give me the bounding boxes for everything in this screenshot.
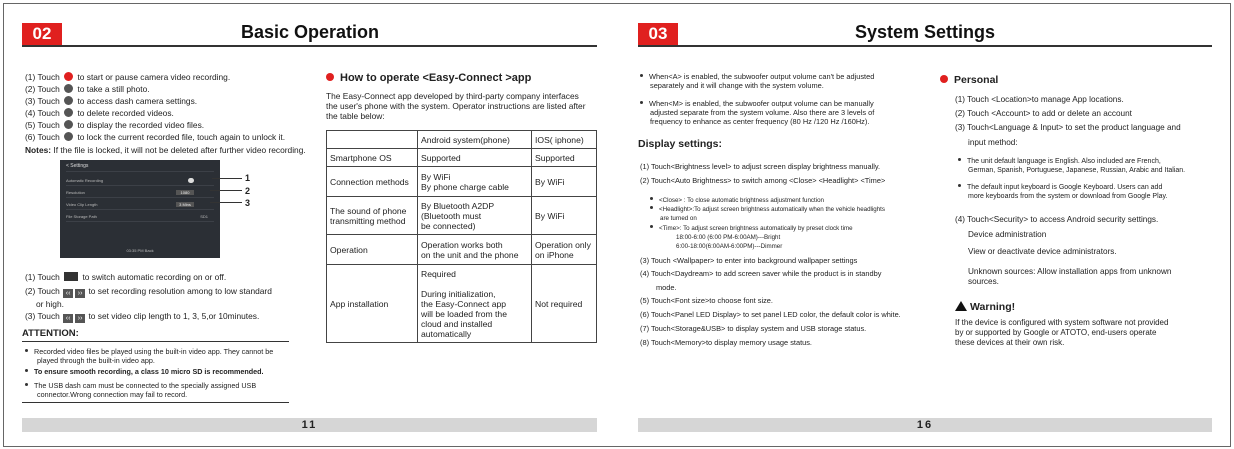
top-bullet-1: When<A> is enabled, the subwoofer output volume can't be adjusted — [640, 72, 874, 82]
callout-2: 2 — [245, 186, 251, 196]
table-cell: Smartphone OS — [327, 149, 418, 167]
notes: Notes: If the file is locked, it will not be deleted after further video recording. — [25, 145, 306, 155]
display-sub-3: <Time>: To adjust screen brightness automatically by preset clock time — [650, 224, 853, 234]
display-item-5: (5) Touch<Font size>to choose font size. — [640, 296, 773, 305]
left-page-title: Basic Operation — [240, 22, 380, 42]
howto-intro-2: the user's phone with the system. Operator instructions are listed after — [326, 101, 586, 111]
delete-icon[interactable] — [64, 108, 73, 117]
table-cell: App installation — [327, 265, 418, 343]
personal-item-2: (2) Touch <Account> to add or delete an account — [955, 109, 1132, 118]
left-title-rule — [22, 45, 597, 47]
attention-bottom-rule — [22, 402, 289, 403]
table-cell: Operation — [327, 235, 418, 265]
callout-1: 1 — [245, 173, 251, 183]
bullet-dot-icon — [940, 75, 948, 83]
personal-item-1: (1) Touch <Location>to manage App locations. — [955, 95, 1124, 104]
table-cell: By WiFi — [532, 197, 597, 235]
settings-step-3: (3) Touch ‹‹ ›› to set video clip length to 1, 3, 5,or 10minutes. — [25, 311, 260, 322]
record-icon[interactable] — [64, 72, 73, 81]
personal-sub-2: The default input keyboard is Google Keyboard. Users can add — [958, 183, 1162, 193]
attention-1: Recorded video files be played using the built-in video app. They cannot be — [25, 347, 273, 357]
settings-screenshot — [60, 160, 220, 258]
settings-step-2: (2) Touch ‹‹ ›› to set recording resolution among to low standard — [25, 286, 272, 297]
step-2: (2) Touch to take a still photo. — [25, 84, 150, 94]
clip-length-value: 3 Mins — [176, 202, 194, 207]
settings-step-1: (1) Touch to switch automatic recording on or off. — [25, 272, 227, 282]
right-title-rule — [638, 45, 1212, 47]
display-item-3: (3) Touch <Wallpaper> to enter into background wallpaper settings — [640, 256, 858, 265]
left-page-footer: 11 — [22, 418, 597, 432]
settings-row-storage[interactable]: File Storage Path SD1 — [66, 212, 214, 222]
display-sub-2: <Headlight>:To adjust screen brightness automatically when the vehicle headlights — [650, 205, 885, 215]
camera-icon[interactable] — [64, 84, 73, 93]
display-sub-1: <Close> : To close automatic brightness adjustment function — [650, 196, 824, 206]
personal-item-4e: sources. — [968, 277, 999, 286]
settings-row-resolution[interactable]: Resolution 1080 — [66, 188, 214, 198]
arrow-left-icon[interactable]: ‹‹ — [63, 289, 73, 298]
table-row — [327, 235, 597, 265]
table-cell: IOS( iphone) — [532, 131, 597, 149]
display-sub-3c: 6:00-18:00(6:00AM-6:00PM)---Dimmer — [676, 243, 783, 250]
table-cell: The sound of phone transmitting method — [327, 197, 418, 235]
step-3: (3) Touch to access dash camera settings. — [25, 96, 198, 106]
howto-heading: How to operate <Easy-Connect >app — [326, 72, 531, 84]
callout-line-1 — [212, 178, 242, 179]
table-cell — [327, 131, 418, 149]
bullet-dot-icon — [326, 73, 334, 81]
settings-bottom-bar: 03:35 PM Back — [126, 248, 154, 253]
step-1: (1) Touch to start or pause camera video recording. — [25, 72, 231, 82]
personal-sub-1b: German, Spanish, Portuguese, Japanese, Russian, Arabic and Italian. — [968, 167, 1186, 174]
right-section-badge: 03 — [638, 23, 678, 45]
personal-sub-2b: more keyboards from the system or download from Google Play. — [968, 193, 1168, 200]
attention-3b: connector.Wrong connection may fail to record. — [37, 390, 188, 399]
personal-sub-1: The unit default language is English. Also included are French, — [958, 157, 1161, 167]
arrow-right-icon[interactable]: ›› — [75, 314, 85, 323]
display-sub-3b: 18:00-6:00 (6:00 PM-6:00AM)---Bright — [676, 234, 781, 241]
table-row — [327, 131, 597, 149]
personal-item-4: (4) Touch<Security> to access Android security settings. — [955, 215, 1159, 224]
display-sub-2b: are turned on — [660, 215, 697, 222]
top-bullet-1b: separately and it will change with the system volume. — [650, 81, 824, 90]
top-bullet-2: When<M> is enabled, the subwoofer output volume can be manually — [640, 99, 874, 109]
warning-icon — [955, 301, 967, 311]
storage-value: SD1 — [200, 214, 208, 219]
personal-heading: Personal — [940, 74, 998, 86]
personal-item-3: (3) Touch<Language & Input> to set the product language and — [955, 123, 1181, 132]
table-cell: Required During initialization, the Easy-Connect app will be loaded from the cloud and installed automatically — [418, 265, 532, 343]
attention-heading: ATTENTION: — [22, 328, 79, 339]
warning-heading: Warning! — [955, 301, 1015, 313]
right-page-title: System Settings — [854, 22, 996, 42]
warning-text-1: If the device is configured with system software not provided — [955, 318, 1169, 327]
personal-item-4c: View or deactivate device administrators. — [968, 247, 1117, 256]
folder-icon[interactable] — [64, 120, 73, 129]
arrow-left-icon[interactable]: ‹‹ — [63, 314, 73, 323]
table-cell: By WiFi By phone charge cable — [418, 167, 532, 197]
arrow-right-icon[interactable]: ›› — [75, 289, 85, 298]
callout-3: 3 — [245, 198, 251, 208]
display-settings-heading: Display settings: — [638, 138, 723, 150]
left-section-badge: 02 — [22, 23, 62, 45]
table-cell: Android system(phone) — [418, 131, 532, 149]
personal-item-3b: input method: — [968, 138, 1018, 147]
table-cell: Not required — [532, 265, 597, 343]
display-item-6: (6) Touch<Panel LED Display> to set panel LED color, the default color is white. — [640, 310, 901, 319]
compat-table — [326, 130, 597, 343]
top-bullet-2c: frequency to enhance as center frequency (80 Hz /120 Hz /160Hz). — [650, 117, 870, 126]
settings-icon[interactable] — [64, 96, 73, 105]
toggle-icon[interactable] — [64, 272, 78, 281]
resolution-value: 1080 — [176, 190, 194, 195]
warning-text-2: by or supported by Google or ATOTO, end-users operate — [955, 328, 1157, 337]
attention-2: To ensure smooth recording, a class 10 micro SD is recommended. — [25, 367, 264, 377]
table-cell: By WiFi — [532, 167, 597, 197]
lock-icon[interactable] — [64, 132, 73, 141]
table-row — [327, 197, 597, 235]
howto-intro-1: The Easy-Connect app developed by third-party company interfaces — [326, 91, 579, 101]
toggle-switch[interactable] — [188, 178, 194, 183]
settings-header: < Settings — [66, 162, 214, 172]
display-item-4b: mode. — [656, 283, 677, 292]
personal-item-4d: Unknown sources: Allow installation apps from unknown — [968, 267, 1172, 276]
warning-text-3: these devices at their own risk. — [955, 338, 1065, 347]
table-cell: Operation only on iPhone — [532, 235, 597, 265]
table-cell: Supported — [532, 149, 597, 167]
display-item-7: (7) Touch<Storage&USB> to display system and USB storage status. — [640, 324, 867, 333]
table-row — [327, 167, 597, 197]
attention-1b: played through the built-in video app. — [37, 356, 155, 365]
step-5: (5) Touch to display the recorded video files. — [25, 120, 205, 130]
step-4: (4) Touch to delete recorded videos. — [25, 108, 174, 118]
table-cell: Operation works both on the unit and the phone — [418, 235, 532, 265]
settings-row-auto[interactable]: Automatic Recording — [66, 176, 214, 186]
table-cell: Connection methods — [327, 167, 418, 197]
display-item-8: (8) Touch<Memory>to display memory usage status. — [640, 338, 812, 347]
settings-row-clip[interactable]: Video Clip Length 3 Mins — [66, 200, 214, 210]
attention-3: The USB dash cam must be connected to the specially assigned USB — [25, 381, 256, 391]
howto-intro-3: the table below: — [326, 111, 385, 121]
table-cell: Supported — [418, 149, 532, 167]
display-item-4: (4) Touch<Daydream> to add screen saver while the product is in standby — [640, 269, 882, 278]
table-row — [327, 265, 597, 343]
settings-step-2b: or high. — [36, 299, 64, 309]
step-6: (6) Touch to lock the current recorded file, touch again to unlock it. — [25, 132, 286, 142]
callout-line-2 — [210, 190, 242, 191]
personal-item-4b: Device administration — [968, 230, 1047, 239]
table-row — [327, 149, 597, 167]
attention-rule — [22, 341, 289, 342]
display-item-2: (2) Touch<Auto Brightness> to switch among <Close> <Headlight> <Time> — [640, 176, 886, 185]
display-item-1: (1) Touch<Brightness level> to adjust screen display brightness manually. — [640, 162, 881, 171]
right-page-footer: 16 — [638, 418, 1212, 432]
callout-line-3 — [210, 202, 242, 203]
table-cell: By Bluetooth A2DP (Bluetooth must be connected) — [418, 197, 532, 235]
top-bullet-2b: adjusted separate from the system volume. Also there are 3 levels of — [650, 108, 875, 117]
